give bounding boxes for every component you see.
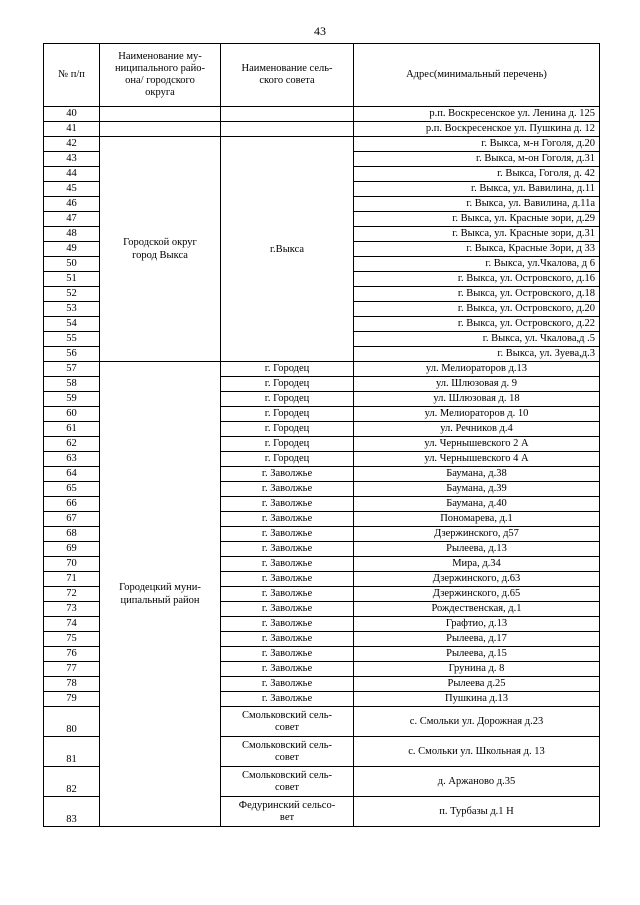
- row-council: Федуринский сельсо- вет: [221, 797, 354, 827]
- row-number: 53: [44, 302, 100, 317]
- row-number: 49: [44, 242, 100, 257]
- row-council: г. Городец: [221, 362, 354, 377]
- row-council: г. Заволжье: [221, 692, 354, 707]
- row-number: 59: [44, 392, 100, 407]
- row-number: 40: [44, 107, 100, 122]
- row-address: г. Выкса, м-н Гоголя, д.20: [354, 137, 600, 152]
- row-address: ул. Шлюзовая д. 18: [354, 392, 600, 407]
- row-council: г. Заволжье: [221, 632, 354, 647]
- row-number: 47: [44, 212, 100, 227]
- table-row: [44, 107, 600, 122]
- header-district: Наименование му- ниципального райо- она/ городского округа: [100, 44, 221, 107]
- row-council: г. Заволжье: [221, 482, 354, 497]
- row-number: 81: [44, 737, 100, 767]
- row-address: Грунина д. 8: [354, 662, 600, 677]
- row-number: 79: [44, 692, 100, 707]
- row-number: 48: [44, 227, 100, 242]
- row-address: г. Выкса, ул. Вавилина, д.11: [354, 182, 600, 197]
- row-number: 63: [44, 452, 100, 467]
- row-address: г. Выкса, ул. Красные зори, д.29: [354, 212, 600, 227]
- row-address: р.п. Воскресенское ул. Ленина д. 125: [354, 107, 600, 122]
- row-number: 61: [44, 422, 100, 437]
- row-council: г. Заволжье: [221, 587, 354, 602]
- row-council: г. Заволжье: [221, 647, 354, 662]
- row-number: 80: [44, 707, 100, 737]
- row-number: 77: [44, 662, 100, 677]
- row-address: г. Выкса, ул. Островского, д.22: [354, 317, 600, 332]
- row-number: 83: [44, 797, 100, 827]
- row-address: г. Выкса, ул. Чкалова,д .5: [354, 332, 600, 347]
- row-district: [100, 107, 221, 122]
- row-address: д. Аржаново д.35: [354, 767, 600, 797]
- row-number: 73: [44, 602, 100, 617]
- row-address: г. Выкса, ул.Чкалова, д 6: [354, 257, 600, 272]
- row-address: Баумана, д.39: [354, 482, 600, 497]
- row-council: г. Городец: [221, 452, 354, 467]
- row-address: Дзержинского, д.65: [354, 587, 600, 602]
- row-number: 74: [44, 617, 100, 632]
- row-number: 60: [44, 407, 100, 422]
- row-council: г. Заволжье: [221, 677, 354, 692]
- row-number: 46: [44, 197, 100, 212]
- row-district: [100, 122, 221, 137]
- row-number: 55: [44, 332, 100, 347]
- row-council: г. Заволжье: [221, 467, 354, 482]
- row-council: г. Заволжье: [221, 527, 354, 542]
- row-number: 82: [44, 767, 100, 797]
- row-council: г. Заволжье: [221, 617, 354, 632]
- row-address: г. Выкса, ул. Вавилина, д.11а: [354, 197, 600, 212]
- district-vyksa: Городской округ город Выкса: [100, 137, 221, 362]
- row-address: г. Выкса, ул. Островского, д.18: [354, 287, 600, 302]
- row-address: Рылеева д.25: [354, 677, 600, 692]
- row-address: ул. Речников д.4: [354, 422, 600, 437]
- row-council: г. Заволжье: [221, 662, 354, 677]
- row-number: 68: [44, 527, 100, 542]
- row-address: г. Выкса, ул. Островского, д.16: [354, 272, 600, 287]
- row-address: г. Выкса, ул. Островского, д.20: [354, 302, 600, 317]
- row-number: 58: [44, 377, 100, 392]
- row-number: 78: [44, 677, 100, 692]
- row-address: г. Выкса, м-он Гоголя, д.31: [354, 152, 600, 167]
- address-table: [43, 43, 600, 827]
- row-council: г. Заволжье: [221, 557, 354, 572]
- row-number: 45: [44, 182, 100, 197]
- row-council: Смольковский сель- совет: [221, 767, 354, 797]
- row-number: 75: [44, 632, 100, 647]
- row-number: 54: [44, 317, 100, 332]
- row-number: 44: [44, 167, 100, 182]
- row-council: г. Городец: [221, 377, 354, 392]
- table-row: [44, 122, 600, 137]
- row-number: 57: [44, 362, 100, 377]
- row-address: Пушкина д.13: [354, 692, 600, 707]
- row-number: 51: [44, 272, 100, 287]
- row-number: 52: [44, 287, 100, 302]
- row-council: г. Заволжье: [221, 542, 354, 557]
- row-address: п. Турбазы д.1 Н: [354, 797, 600, 827]
- row-address: ул. Мелиораторов д. 10: [354, 407, 600, 422]
- row-council: [221, 122, 354, 137]
- row-council: Смольковский сель- совет: [221, 707, 354, 737]
- row-address: с. Смольки ул. Дорожная д.23: [354, 707, 600, 737]
- district-gorodets: Городецкий муни- ципальный район: [100, 362, 221, 827]
- row-number: 71: [44, 572, 100, 587]
- row-council: г. Заволжье: [221, 602, 354, 617]
- row-number: 65: [44, 482, 100, 497]
- row-number: 72: [44, 587, 100, 602]
- row-number: 56: [44, 347, 100, 362]
- row-address: г. Выкса, Гоголя, д. 42: [354, 167, 600, 182]
- row-council: г. Городец: [221, 437, 354, 452]
- row-address: г. Выкса, Красные Зори, д 33: [354, 242, 600, 257]
- table-row: [44, 137, 600, 152]
- row-address: ул. Чернышевского 2 А: [354, 437, 600, 452]
- row-address: ул. Мелиораторов д.13: [354, 362, 600, 377]
- row-number: 50: [44, 257, 100, 272]
- table-row: [44, 362, 600, 377]
- row-number: 66: [44, 497, 100, 512]
- row-address: ул. Шлюзовая д. 9: [354, 377, 600, 392]
- row-address: Графтио, д.13: [354, 617, 600, 632]
- row-address: Рылеева, д.17: [354, 632, 600, 647]
- row-address: Дзержинского, д57: [354, 527, 600, 542]
- header-num: № п/п: [44, 44, 100, 107]
- page-number: 43: [314, 24, 326, 38]
- row-address: с. Смольки ул. Школьная д. 13: [354, 737, 600, 767]
- row-number: 67: [44, 512, 100, 527]
- row-council: г. Заволжье: [221, 497, 354, 512]
- row-number: 62: [44, 437, 100, 452]
- table-header-row: [44, 44, 600, 107]
- row-address: Рылеева, д.13: [354, 542, 600, 557]
- row-council: г. Заволжье: [221, 512, 354, 527]
- row-number: 69: [44, 542, 100, 557]
- row-council: Смольковский сель- совет: [221, 737, 354, 767]
- header-council: Наименование сель- ского совета: [221, 44, 354, 107]
- row-council: г. Городец: [221, 422, 354, 437]
- council-vyksa: г.Выкса: [221, 137, 354, 362]
- header-address: Адрес(минимальный перечень): [354, 44, 600, 107]
- row-address: Рылеева, д.15: [354, 647, 600, 662]
- row-address: г. Выкса, ул. Красные зори, д.31: [354, 227, 600, 242]
- row-address: р.п. Воскресенское ул. Пушкина д. 12: [354, 122, 600, 137]
- row-address: Рождественская, д.1: [354, 602, 600, 617]
- row-council: г. Городец: [221, 392, 354, 407]
- row-council: г. Городец: [221, 407, 354, 422]
- row-council: [221, 107, 354, 122]
- row-address: Баумана, д.38: [354, 467, 600, 482]
- row-number: 41: [44, 122, 100, 137]
- row-number: 64: [44, 467, 100, 482]
- row-address: Дзержинского, д.63: [354, 572, 600, 587]
- row-address: Баумана, д.40: [354, 497, 600, 512]
- row-number: 76: [44, 647, 100, 662]
- row-address: г. Выкса, ул. Зуева,д.3: [354, 347, 600, 362]
- row-address: Пономарева, д.1: [354, 512, 600, 527]
- row-number: 42: [44, 137, 100, 152]
- row-council: г. Заволжье: [221, 572, 354, 587]
- row-number: 43: [44, 152, 100, 167]
- row-address: ул. Чернышевского 4 А: [354, 452, 600, 467]
- row-address: Мира, д.34: [354, 557, 600, 572]
- row-number: 70: [44, 557, 100, 572]
